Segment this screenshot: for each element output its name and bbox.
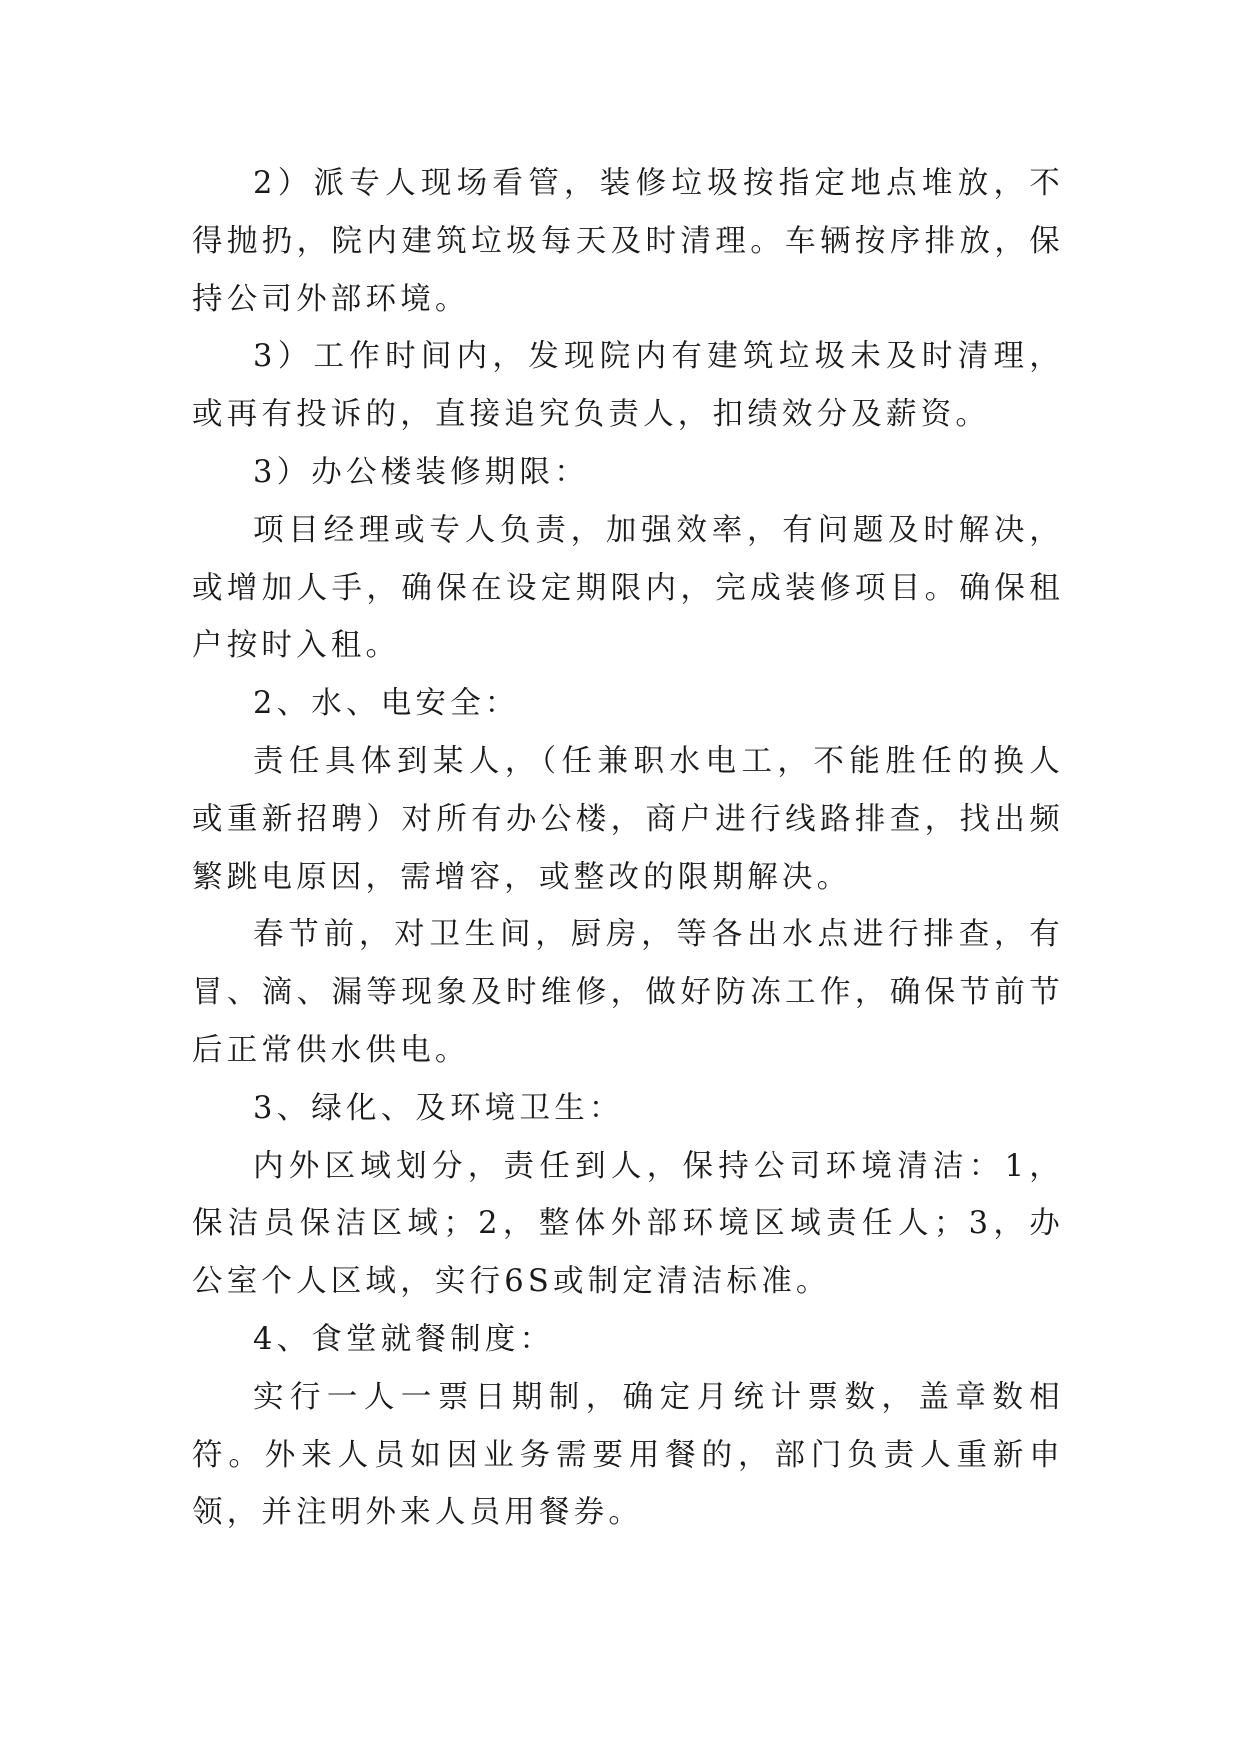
paragraph-6: 内外区域划分，责任到人，保持公司环境清洁：1，保洁员保洁区域；2，整体外部环境区域责任人；3，办公室个人区域，实行6S或制定清洁标准。 — [192, 1148, 1064, 1300]
section-heading-water-electric-safety: 2、水、电安全： — [253, 686, 520, 722]
paragraph-1: 2）派专人现场看管，装修垃圾按指定地点堆放，不得抛扔，院内建筑垃圾每天及时清理。车辆按序排放，保持公司外部环境。 — [192, 166, 1064, 317]
paragraph-7: 实行一人一票日期制，确定月统计票数，盖章数相符。外来人员如因业务需要用餐的，部门负责人重新申领，并注明外来人员用餐券。 — [192, 1379, 1064, 1531]
document-body — [192, 155, 1064, 1542]
section-heading-greening-hygiene: 3、绿化、及环境卫生： — [253, 1090, 624, 1126]
paragraph-2: 3）工作时间内，发现院内有建筑垃圾未及时清理，或再有投诉的，直接追究负责人，扣绩效分及薪资。 — [192, 339, 1064, 433]
section-heading-renovation-deadline: 3）办公楼装修期限： — [253, 454, 589, 490]
section-heading-canteen-rules: 4、食堂就餐制度： — [253, 1321, 555, 1357]
paragraph-4: 责任具体到某人，（任兼职水电工，不能胜任的换人或重新招聘）对所有办公楼，商户进行线路排查，找出频繁跳电原因，需增容，或整改的限期解决。 — [192, 743, 1064, 895]
paragraph-5: 春节前，对卫生间，厨房，等各出水点进行排查，有冒、滴、漏等现象及时维修，做好防冻工作，确保节前节后正常供水供电。 — [192, 917, 1064, 1068]
paragraph-3: 项目经理或专人负责，加强效率，有问题及时解决，或增加人手，确保在设定期限内，完成装修项目。确保租户按时入租。 — [192, 512, 1064, 664]
